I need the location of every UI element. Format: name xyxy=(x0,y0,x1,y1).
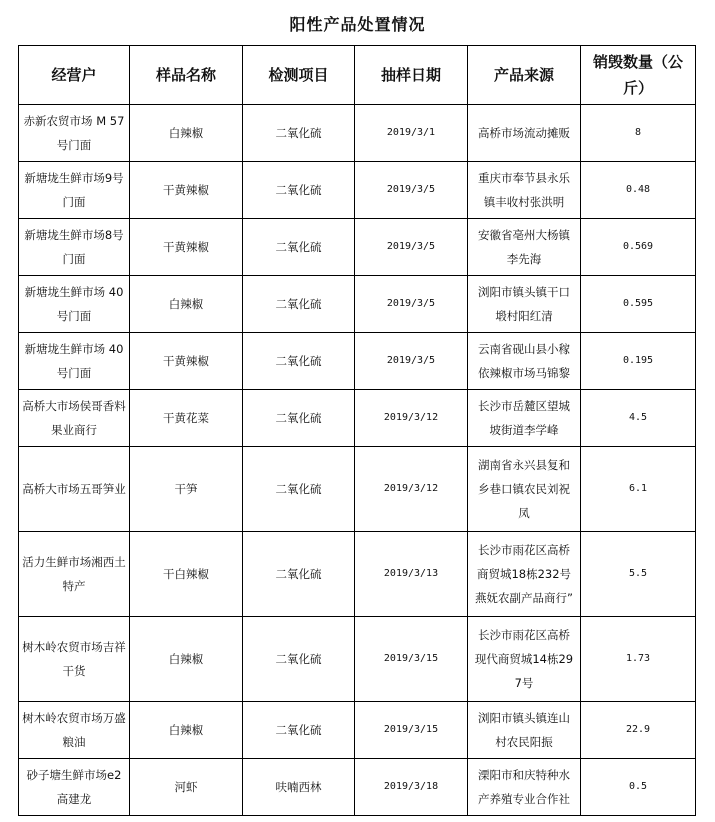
cell-vendor: 新塘垅生鲜市场 40号门面 xyxy=(19,333,130,390)
cell-qty: 1.73 xyxy=(581,617,696,702)
cell-sample: 干黄辣椒 xyxy=(130,333,243,390)
cell-sample: 干白辣椒 xyxy=(130,532,243,617)
cell-vendor: 赤新农贸市场 M 57号门面 xyxy=(19,105,130,162)
cell-date: 2019/3/13 xyxy=(355,532,468,617)
cell-source-td xyxy=(468,219,581,276)
cell-source-td xyxy=(468,333,581,390)
cell-sample: 干黄辣椒 xyxy=(130,162,243,219)
cell-date: 2019/3/5 xyxy=(355,333,468,390)
cell-date: 2019/3/18 xyxy=(355,759,468,816)
cell-qty: 6.1 xyxy=(581,447,696,532)
cell-qty: 5.5 xyxy=(581,532,696,617)
cell-source-td xyxy=(468,105,581,162)
cell-vendor: 高桥大市场侯哥香料果业商行 xyxy=(19,390,130,447)
cell-item: 二氧化硫 xyxy=(243,390,355,447)
cell-source-td xyxy=(468,759,581,816)
cell-source-td xyxy=(468,390,581,447)
cell-source: 湖南省永兴县复和乡巷口镇农民刘祝凤 xyxy=(478,458,570,520)
cell-source: 浏阳市镇头镇连山村农民阳振 xyxy=(478,711,570,749)
cell-vendor: 高桥大市场五哥笋业 xyxy=(19,447,130,532)
cell-item: 二氧化硫 xyxy=(243,532,355,617)
cell-vendor: 树木岭农贸市场吉祥干货 xyxy=(19,617,130,702)
disposal-table xyxy=(18,45,696,816)
cell-sample: 白辣椒 xyxy=(130,276,243,333)
header-product-source: 产品来源 xyxy=(468,46,581,105)
cell-source: 浏阳市镇头镇干口塅村阳红清 xyxy=(478,285,570,323)
cell-date: 2019/3/12 xyxy=(355,447,468,532)
cell-source: 重庆市奉节县永乐镇丰收村张洪明 xyxy=(478,171,570,209)
table-row xyxy=(19,105,696,162)
cell-vendor: 树木岭农贸市场万盛粮油 xyxy=(19,702,130,759)
cell-sample: 白辣椒 xyxy=(130,702,243,759)
cell-source: 高桥市场流动摊贩 xyxy=(478,126,570,140)
cell-sample: 干黄辣椒 xyxy=(130,219,243,276)
cell-qty: 0.5 xyxy=(581,759,696,816)
cell-qty: 22.9 xyxy=(581,702,696,759)
cell-source-td xyxy=(468,276,581,333)
header-sampling-date: 抽样日期 xyxy=(355,46,468,105)
table-row xyxy=(19,447,696,532)
table-row xyxy=(19,390,696,447)
cell-date: 2019/3/1 xyxy=(355,105,468,162)
table-row xyxy=(19,617,696,702)
table-row xyxy=(19,276,696,333)
cell-source: 长沙市雨花区高桥现代商贸城14栋297号 xyxy=(474,628,574,690)
cell-sample: 干笋 xyxy=(130,447,243,532)
cell-vendor: 新塘垅生鲜市场9号门面 xyxy=(19,162,130,219)
table-header-row xyxy=(19,46,696,105)
table-row xyxy=(19,162,696,219)
table-row xyxy=(19,219,696,276)
cell-source-td xyxy=(468,617,581,702)
table-row xyxy=(19,333,696,390)
cell-sample: 河虾 xyxy=(130,759,243,816)
cell-qty: 4.5 xyxy=(581,390,696,447)
table-row xyxy=(19,759,696,816)
header-sample-name: 样品名称 xyxy=(130,46,243,105)
cell-source-td xyxy=(468,162,581,219)
cell-source: 云南省砚山县小稼依辣椒市场马锦黎 xyxy=(478,342,570,380)
header-destroyed-qty: 销毁数量（公斤） xyxy=(581,46,696,105)
cell-source: 长沙市岳麓区望城坡街道李学峰 xyxy=(478,399,570,437)
cell-date: 2019/3/15 xyxy=(355,617,468,702)
cell-date: 2019/3/15 xyxy=(355,702,468,759)
cell-vendor: 新塘垅生鲜市场8号门面 xyxy=(19,219,130,276)
cell-item: 二氧化硫 xyxy=(243,702,355,759)
cell-date: 2019/3/5 xyxy=(355,219,468,276)
cell-item: 二氧化硫 xyxy=(243,447,355,532)
cell-qty: 8 xyxy=(581,105,696,162)
cell-source: 安徽省亳州大杨镇李先海 xyxy=(478,228,570,266)
cell-item: 二氧化硫 xyxy=(243,276,355,333)
cell-vendor: 新塘垅生鲜市场 40号门面 xyxy=(19,276,130,333)
cell-qty: 0.569 xyxy=(581,219,696,276)
cell-sample: 白辣椒 xyxy=(130,105,243,162)
cell-date: 2019/3/5 xyxy=(355,276,468,333)
cell-date: 2019/3/5 xyxy=(355,162,468,219)
cell-source-td xyxy=(468,447,581,532)
cell-qty: 0.48 xyxy=(581,162,696,219)
cell-sample: 干黄花菜 xyxy=(130,390,243,447)
cell-item: 二氧化硫 xyxy=(243,219,355,276)
cell-source-td xyxy=(468,532,581,617)
cell-vendor: 活力生鲜市场湘西土特产 xyxy=(19,532,130,617)
cell-item: 二氧化硫 xyxy=(243,105,355,162)
cell-date: 2019/3/12 xyxy=(355,390,468,447)
header-vendor: 经营户 xyxy=(19,46,130,105)
table-row xyxy=(19,532,696,617)
cell-source-td xyxy=(468,702,581,759)
cell-vendor: 砂子塘生鲜市场e2高建龙 xyxy=(19,759,130,816)
cell-qty: 0.595 xyxy=(581,276,696,333)
cell-item: 二氧化硫 xyxy=(243,162,355,219)
table-row xyxy=(19,702,696,759)
cell-item: 二氧化硫 xyxy=(243,617,355,702)
cell-item: 呋喃西林 xyxy=(243,759,355,816)
cell-source: 长沙市雨花区高桥商贸城18栋232号燕妩农副产品商行” xyxy=(475,543,573,605)
page-title: 阳性产品处置情况 xyxy=(289,15,426,34)
cell-source: 溧阳市和庆特种水产养殖专业合作社 xyxy=(478,768,570,806)
cell-qty: 0.195 xyxy=(581,333,696,390)
header-test-item: 检测项目 xyxy=(243,46,355,105)
cell-item: 二氧化硫 xyxy=(243,333,355,390)
cell-sample: 白辣椒 xyxy=(130,617,243,702)
